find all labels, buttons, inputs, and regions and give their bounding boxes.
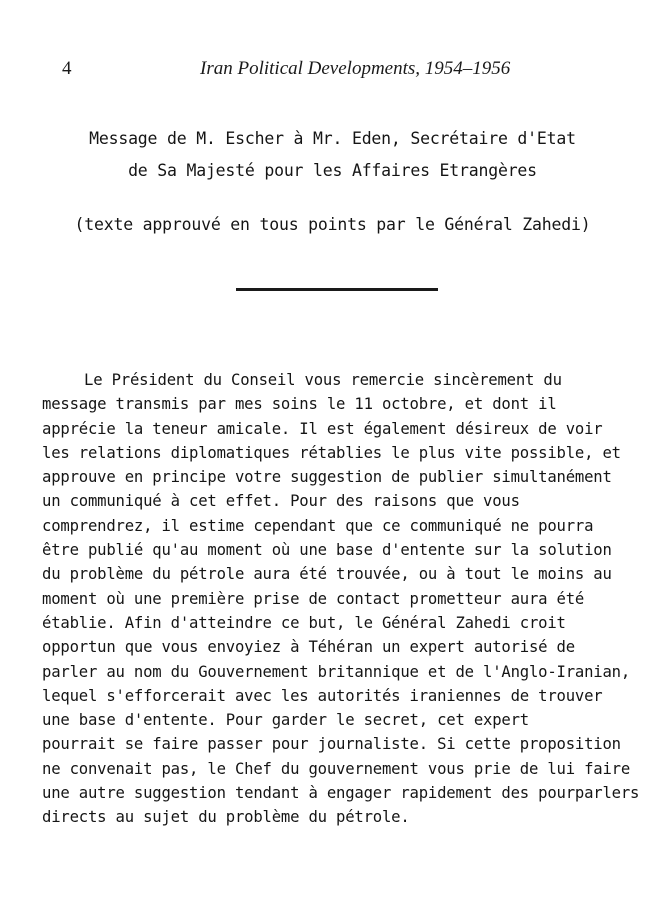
heading-text-2: de Sa Majesté pour les Affaires Etrangères xyxy=(128,161,537,180)
message-body xyxy=(42,368,642,830)
body-line: opportun que vous envoyiez à Téhéran un expert autorisé de xyxy=(42,638,575,657)
book-title: Iran Political Developments, 1954–1956 xyxy=(200,58,511,79)
divider-rule xyxy=(236,288,438,291)
body-line: directs au sujet du problème du pétrole. xyxy=(42,808,410,827)
body-line: une autre suggestion tendant à engager rapidement des pourparlers xyxy=(42,784,640,803)
message-heading-line-1 xyxy=(0,128,665,150)
running-head xyxy=(0,58,665,86)
body-line: être publié qu'au moment où une base d'entente sur la solution xyxy=(42,541,612,560)
body-line: message transmis par mes soins le 11 octobre, et dont il xyxy=(42,395,557,414)
body-line: lequel s'efforcerait avec les autorités iraniennes de trouver xyxy=(42,686,603,705)
message-heading-line-2 xyxy=(0,160,665,182)
body-line: pourrait se faire passer pour journaliste. Si cette proposition xyxy=(42,735,621,754)
page-number: 4 xyxy=(62,58,72,79)
body-line: les relations diplomatiques rétablies le plus vite possible, et xyxy=(42,443,621,462)
body-line: une base d'entente. Pour garder le secret, cet expert xyxy=(42,711,529,730)
body-line: du problème du pétrole aura été trouvée, ou à tout le moins au xyxy=(42,565,612,584)
body-line: apprécie la teneur amicale. Il est également désireux de voir xyxy=(42,419,603,438)
heading-text-1: Message de M. Escher à Mr. Eden, Secrétaire d'Etat xyxy=(89,129,576,148)
body-line: approuve en principe votre suggestion de publier simultanément xyxy=(42,468,612,487)
body-line: parler au nom du Gouvernement britannique et de l'Anglo-Iranian, xyxy=(42,662,631,681)
body-line: ne convenait pas, le Chef du gouvernement vous prie de lui faire xyxy=(42,759,631,778)
message-subtitle: (texte approuvé en tous points par le Général Zahedi) xyxy=(74,215,591,234)
body-line: un communiqué à cet effet. Pour des raisons que vous xyxy=(42,492,520,511)
body-line: moment où une première prise de contact prometteur aura été xyxy=(42,589,585,608)
body-line: Le Président du Conseil vous remercie sincèrement du xyxy=(84,371,562,389)
body-line: établie. Afin d'atteindre ce but, le Général Zahedi croit xyxy=(42,613,566,632)
body-line: comprendrez, il estime cependant que ce communiqué ne pourra xyxy=(42,516,594,535)
